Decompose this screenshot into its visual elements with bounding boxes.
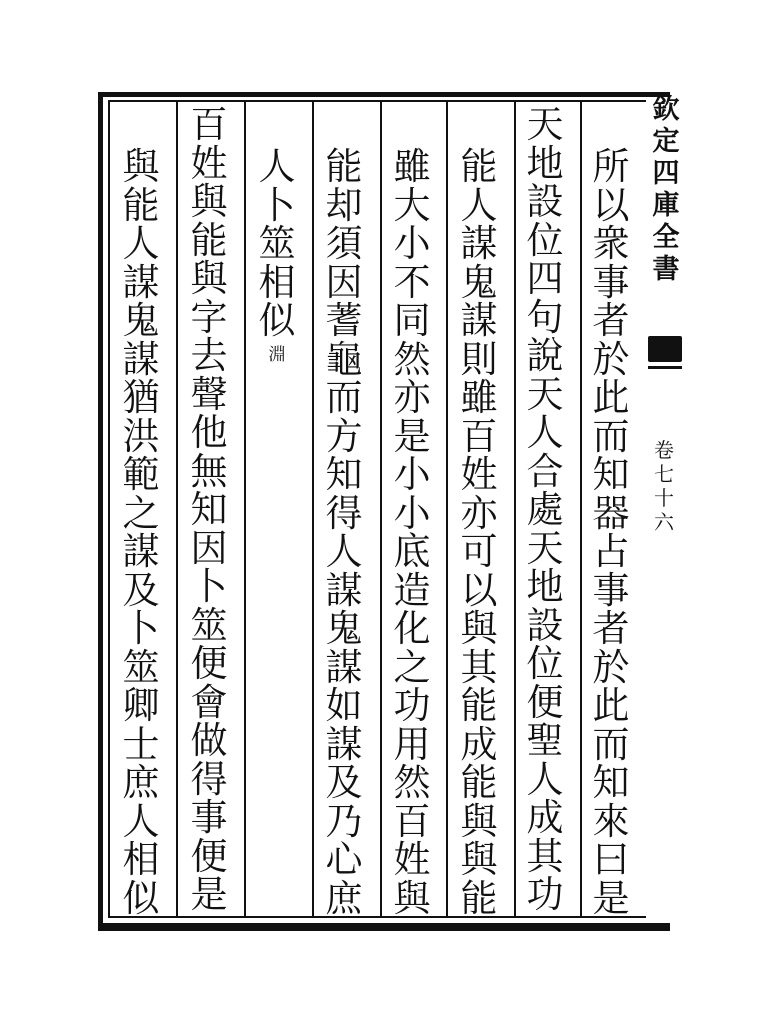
text-char: 與 (460, 799, 498, 843)
juan-char: 十 (654, 486, 674, 510)
text-char: 能 (190, 218, 228, 262)
text-char: 是 (592, 876, 630, 920)
text-char: 謀 (460, 222, 498, 265)
text-char: 位 (526, 642, 564, 685)
text-char: 須 (325, 222, 363, 265)
column-rule (312, 100, 314, 918)
text-char: 能 (325, 145, 363, 188)
text-char: 聲 (190, 372, 228, 416)
text-char: 百 (393, 799, 431, 843)
text-char: 庶 (122, 761, 160, 804)
text-char: 能 (460, 761, 498, 804)
text-char: 因 (190, 526, 228, 570)
text-char: 方 (325, 414, 363, 458)
text-char: 謀 (325, 645, 363, 689)
text-char: 謀 (122, 337, 160, 381)
text-char: 不 (393, 260, 431, 304)
text-char: 筮 (122, 645, 160, 689)
text-char: 事 (592, 568, 630, 612)
column-rule (580, 100, 582, 918)
text-char: 此 (592, 376, 630, 419)
text-char: 筮 (190, 603, 228, 647)
text-char: 姓 (190, 141, 228, 185)
text-char: 衆 (592, 222, 630, 265)
bottom-rule (98, 928, 670, 931)
text-char: 以 (460, 568, 498, 612)
column-rule (176, 100, 178, 918)
text-char: 造 (393, 568, 431, 612)
text-char: 鬼 (122, 299, 160, 342)
text-char: 他 (190, 411, 228, 454)
text-char: 相 (122, 838, 160, 881)
text-char: 聖 (526, 719, 564, 762)
title-char: 書 (652, 254, 680, 285)
juan-char: 六 (654, 510, 674, 534)
text-char: 範 (122, 453, 160, 496)
text-column-4 (391, 145, 433, 920)
text-char: 龜 (325, 337, 363, 381)
text-char: 雖 (460, 376, 498, 419)
text-char: 與 (460, 838, 498, 881)
text-char: 姓 (393, 838, 431, 881)
text-column-8 (120, 145, 162, 920)
text-char: 因 (325, 260, 363, 304)
text-char: 能 (460, 684, 498, 727)
text-char: 與 (122, 145, 160, 188)
text-char: 占 (592, 530, 630, 573)
text-char: 得 (325, 491, 363, 535)
text-char: 設 (526, 603, 564, 647)
text-char: 鬼 (460, 260, 498, 304)
text-char: 於 (592, 645, 630, 689)
text-char: 人 (526, 757, 564, 801)
text-char: 庶 (325, 876, 363, 920)
text-char: 則 (460, 337, 498, 381)
text-char: 於 (592, 337, 630, 381)
text-column-5 (323, 145, 365, 920)
text-char: 曰 (592, 838, 630, 881)
column-rule (446, 100, 448, 918)
text-char: 人 (122, 222, 160, 265)
collection-title (648, 96, 684, 288)
margin-title-block (648, 96, 684, 288)
text-char: 其 (460, 645, 498, 689)
text-char: 成 (526, 796, 564, 839)
text-char: 似 (258, 299, 296, 342)
text-char: 及 (325, 761, 363, 804)
text-char: 句 (526, 295, 564, 339)
text-char: 事 (592, 260, 630, 304)
text-char: 大 (393, 183, 431, 227)
text-char: 功 (393, 684, 431, 727)
text-char: 之 (393, 645, 431, 689)
text-column-3 (458, 145, 500, 920)
text-char: 謀 (325, 722, 363, 766)
text-char: 字 (190, 295, 228, 339)
text-char: 知 (190, 488, 228, 531)
text-char: 去 (190, 334, 228, 377)
text-char: 謀 (122, 530, 160, 573)
text-char: 然 (393, 761, 431, 804)
text-char: 小 (393, 222, 431, 265)
text-char: 同 (393, 299, 431, 342)
text-char: 以 (592, 183, 630, 227)
text-char: 地 (526, 565, 564, 608)
text-char: 百 (460, 414, 498, 458)
text-char: 能 (460, 876, 498, 920)
text-char: 知 (325, 453, 363, 496)
column-rule (514, 100, 516, 918)
text-char: 心 (325, 838, 363, 881)
text-char: 與 (460, 607, 498, 650)
title-char: 全 (652, 222, 680, 253)
text-char: 便 (190, 834, 228, 878)
text-char: 便 (526, 680, 564, 724)
text-char: 蓍 (325, 299, 363, 342)
text-char: 百 (190, 103, 228, 146)
text-char: 得 (190, 757, 228, 801)
text-char: 猶 (122, 376, 160, 419)
text-char: 來 (592, 799, 630, 843)
text-char: 及 (122, 568, 160, 612)
text-char: 此 (592, 684, 630, 727)
text-column-2 (524, 103, 566, 916)
text-char: 四 (526, 257, 564, 300)
column-rule (244, 100, 246, 918)
text-char: 小 (393, 453, 431, 496)
text-char: 亦 (460, 491, 498, 535)
text-char: 卜 (190, 565, 228, 608)
juan-char: 卷 (654, 438, 674, 462)
text-char: 雖 (393, 145, 431, 188)
text-char: 卿 (122, 684, 160, 727)
text-char: 事 (190, 796, 228, 839)
text-char: 能 (122, 183, 160, 227)
text-char: 謀 (460, 299, 498, 342)
juan-char: 七 (654, 462, 674, 486)
text-char: 人 (122, 799, 160, 843)
text-char: 亦 (393, 376, 431, 419)
text-char: 然 (393, 337, 431, 381)
text-char: 而 (325, 376, 363, 419)
text-char: 其 (526, 834, 564, 878)
text-char: 人 (526, 411, 564, 454)
text-char: 設 (526, 180, 564, 223)
text-char: 是 (393, 414, 431, 458)
text-char: 筮 (258, 222, 296, 265)
text-char: 天 (526, 526, 564, 570)
text-char: 會 (190, 680, 228, 724)
juan-number (654, 440, 674, 536)
text-char: 器 (592, 491, 630, 535)
fish-tail-line (648, 366, 682, 369)
text-char: 謀 (325, 568, 363, 612)
text-char: 位 (526, 218, 564, 262)
text-char: 如 (325, 684, 363, 727)
text-char: 所 (592, 145, 630, 188)
text-char: 人 (258, 145, 296, 188)
text-char: 能 (460, 145, 498, 188)
text-char: 與 (190, 257, 228, 300)
text-char: 是 (190, 873, 228, 916)
title-char: 欽 (652, 94, 680, 125)
text-char: 功 (526, 873, 564, 916)
text-char: 人 (460, 183, 498, 227)
text-char: 姓 (460, 453, 498, 496)
text-char: 無 (190, 449, 228, 493)
text-char: 天 (526, 103, 564, 146)
text-column-7 (188, 103, 230, 916)
text-char: 底 (393, 530, 431, 573)
annotation-note: 淵 (268, 344, 286, 365)
text-char: 似 (122, 876, 160, 920)
text-char: 化 (393, 607, 431, 650)
text-char: 合 (526, 449, 564, 493)
fish-tail-mark (648, 336, 682, 362)
title-char: 庫 (652, 190, 680, 221)
title-char: 四 (652, 158, 680, 189)
text-char: 人 (325, 530, 363, 573)
text-char: 者 (592, 299, 630, 342)
text-char: 士 (122, 722, 160, 766)
text-char: 鬼 (325, 607, 363, 650)
text-char: 者 (592, 607, 630, 650)
text-char: 小 (393, 491, 431, 535)
text-char: 說 (526, 334, 564, 377)
title-char: 定 (652, 126, 680, 157)
text-char: 成 (460, 722, 498, 766)
text-char: 却 (325, 183, 363, 227)
column-rule (380, 100, 382, 918)
text-column-1 (590, 145, 632, 920)
text-char: 相 (258, 260, 296, 304)
text-char: 便 (190, 642, 228, 685)
text-char: 做 (190, 719, 228, 762)
text-char: 卜 (258, 183, 296, 227)
text-char: 卜 (122, 607, 160, 650)
text-char: 處 (526, 488, 564, 531)
text-char: 而 (592, 414, 630, 458)
text-char: 與 (190, 180, 228, 223)
text-char: 天 (526, 372, 564, 416)
text-char: 用 (393, 722, 431, 766)
text-char: 洪 (122, 414, 160, 458)
text-char: 謀 (122, 260, 160, 304)
text-char: 知 (592, 761, 630, 804)
text-column-6 (256, 145, 298, 385)
text-char: 乃 (325, 799, 363, 843)
text-char: 之 (122, 491, 160, 535)
text-char: 知 (592, 453, 630, 496)
text-char: 地 (526, 141, 564, 185)
text-char: 而 (592, 722, 630, 766)
text-char: 可 (460, 530, 498, 573)
text-char: 與 (393, 876, 431, 920)
